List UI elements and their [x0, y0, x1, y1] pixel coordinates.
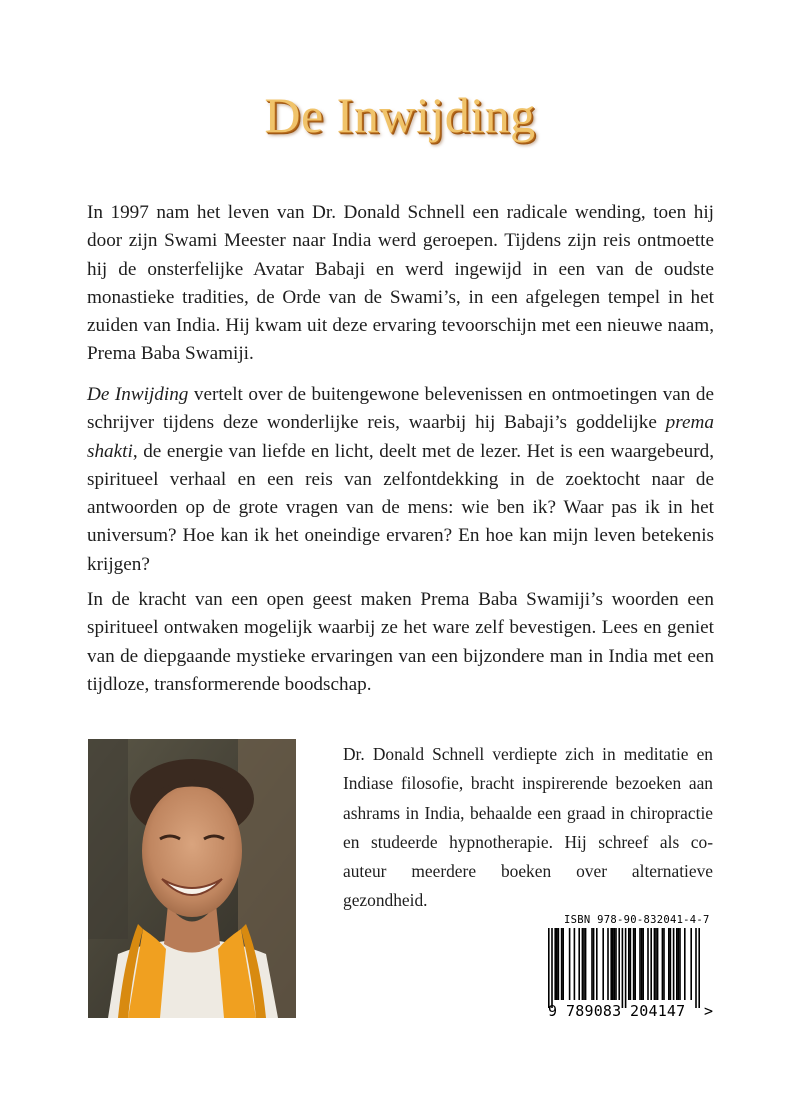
barcode-bar — [630, 928, 632, 1000]
barcode-bar — [585, 928, 587, 1000]
barcode-bar — [562, 928, 564, 1000]
barcode-bar — [556, 928, 558, 1000]
barcode-bar — [610, 928, 612, 1000]
author-bio: Dr. Donald Schnell verdiepte zich in meditatie en Indiase filosofie, bracht inspirerende bezoeken aan ashrams in India, behaalde een graad in chiropractie en studeerde hypnotherapie. Hij schreef als co-auteur meerdere boeken over alternatieve gezondheid. — [343, 744, 713, 911]
barcode-bar — [695, 928, 697, 1008]
barcode-bar — [684, 928, 686, 1000]
barcode-bar — [668, 928, 670, 1000]
blurb-paragraph-2 — [87, 381, 714, 579]
blurb-paragraph-1: In 1997 nam het leven van Dr. Donald Schnell een radicale wending, toen hij door zijn Swami Meester naar India werd geroepen. Tijdens zijn reis ontmoette hij de onsterfelijke Avatar Babaji en werd ingewijd in een van de oudste monastieke tradities, de Orde van de Swami’s, in een afgelegen tempel in het zuiden van India. Hij kwam uit deze ervaring tevoorschijn met een nieuwe naam, Prema Baba Swamiji. — [87, 202, 714, 365]
author-photo — [88, 739, 296, 1018]
barcode-bar — [676, 928, 678, 1000]
barcode-bar — [678, 928, 680, 1000]
barcode-bar — [670, 928, 672, 1000]
barcode-bar — [614, 928, 616, 1000]
blurb-paragraph-3: In de kracht van een open geest maken Prema Baba Swamiji’s woorden een spiritueel ontwaken mogelijk waarbij ze het ware zelf bevestigen. Lees en geniet van de diepgaande mystieke ervaringen van een bijzondere man in India met een tijdloze, transformerende boodschap. — [87, 589, 714, 695]
barcode-bar — [633, 928, 635, 1000]
barcode-bar — [593, 928, 595, 1000]
barcode-bar — [663, 928, 665, 1000]
barcode-bar — [628, 928, 630, 1000]
barcode-bar — [551, 928, 553, 1008]
ean-group-2: 204147 — [630, 1002, 686, 1020]
barcode-bar — [578, 928, 580, 1000]
blurb-paragraph-2-part-1: vertelt over de buitengewone belevenissen en ontmoetingen van de schrijver tijdens deze wonderlijke reis, waarbij hij Babaji’s goddelijke — [87, 384, 714, 434]
barcode-bar — [657, 928, 659, 1000]
barcode-bar — [647, 928, 649, 1000]
barcode-bar — [548, 928, 550, 1008]
barcode-bar — [618, 928, 620, 1000]
barcode-bar — [591, 928, 593, 1000]
barcode-bar — [641, 928, 643, 1000]
barcode-bar — [615, 928, 617, 1000]
isbn-barcode — [536, 914, 718, 1022]
blurb-prema-shakti-italic: prema shakti — [87, 412, 714, 462]
barcode-bar — [558, 928, 560, 1000]
author-portrait-illustration — [88, 739, 296, 1018]
barcode-bar — [650, 928, 652, 1000]
barcode-bar — [561, 928, 563, 1000]
barcode-bar — [582, 928, 584, 1000]
barcode-bar — [574, 928, 576, 1000]
blurb-paragraph-2-part-2: , de energie van liefde en licht, deelt met de lezer. Het is een waargebeurd, spiritueel verhaal en een reis van zelfontdekking in de zoektocht naar de antwoorden op de grote vragen van de mens: wie ben ik? Waar pas ik in het universum? Hoe kan ik het oneindige ervaren? En hoe kan mijn leven betekenis krijgen? — [87, 440, 714, 575]
barcode-bar — [690, 928, 692, 1000]
ean-lead-digit: 9 — [548, 1002, 558, 1020]
barcode-bar — [583, 928, 585, 1000]
barcode-bar — [602, 928, 604, 1000]
barcode-bar — [698, 928, 700, 1008]
barcode-bar — [612, 928, 614, 1000]
barcode-bar — [654, 928, 656, 1000]
barcode-bar — [639, 928, 641, 1000]
barcode-bar — [655, 928, 657, 1000]
barcode-bar — [679, 928, 681, 1000]
isbn-label: ISBN 978-90-832041-4-7 — [564, 914, 710, 926]
blurb-book-title-italic: De Inwijding — [87, 384, 189, 405]
ean-quiet-zone-marker: > — [704, 1002, 714, 1020]
barcode-bar — [607, 928, 609, 1000]
barcode-bar — [673, 928, 675, 1000]
barcode-bar — [642, 928, 644, 1000]
barcode-bar — [554, 928, 556, 1000]
barcode-bar — [625, 928, 627, 1008]
barcode-bar — [569, 928, 571, 1000]
ean-group-1: 789083 — [566, 1002, 622, 1020]
barcode-bar — [662, 928, 664, 1000]
barcode-bar — [634, 928, 636, 1000]
book-title: De Inwijding — [264, 87, 536, 143]
barcode-bars — [536, 928, 718, 1008]
barcode-bar — [596, 928, 598, 1000]
barcode-bar — [622, 928, 624, 1008]
